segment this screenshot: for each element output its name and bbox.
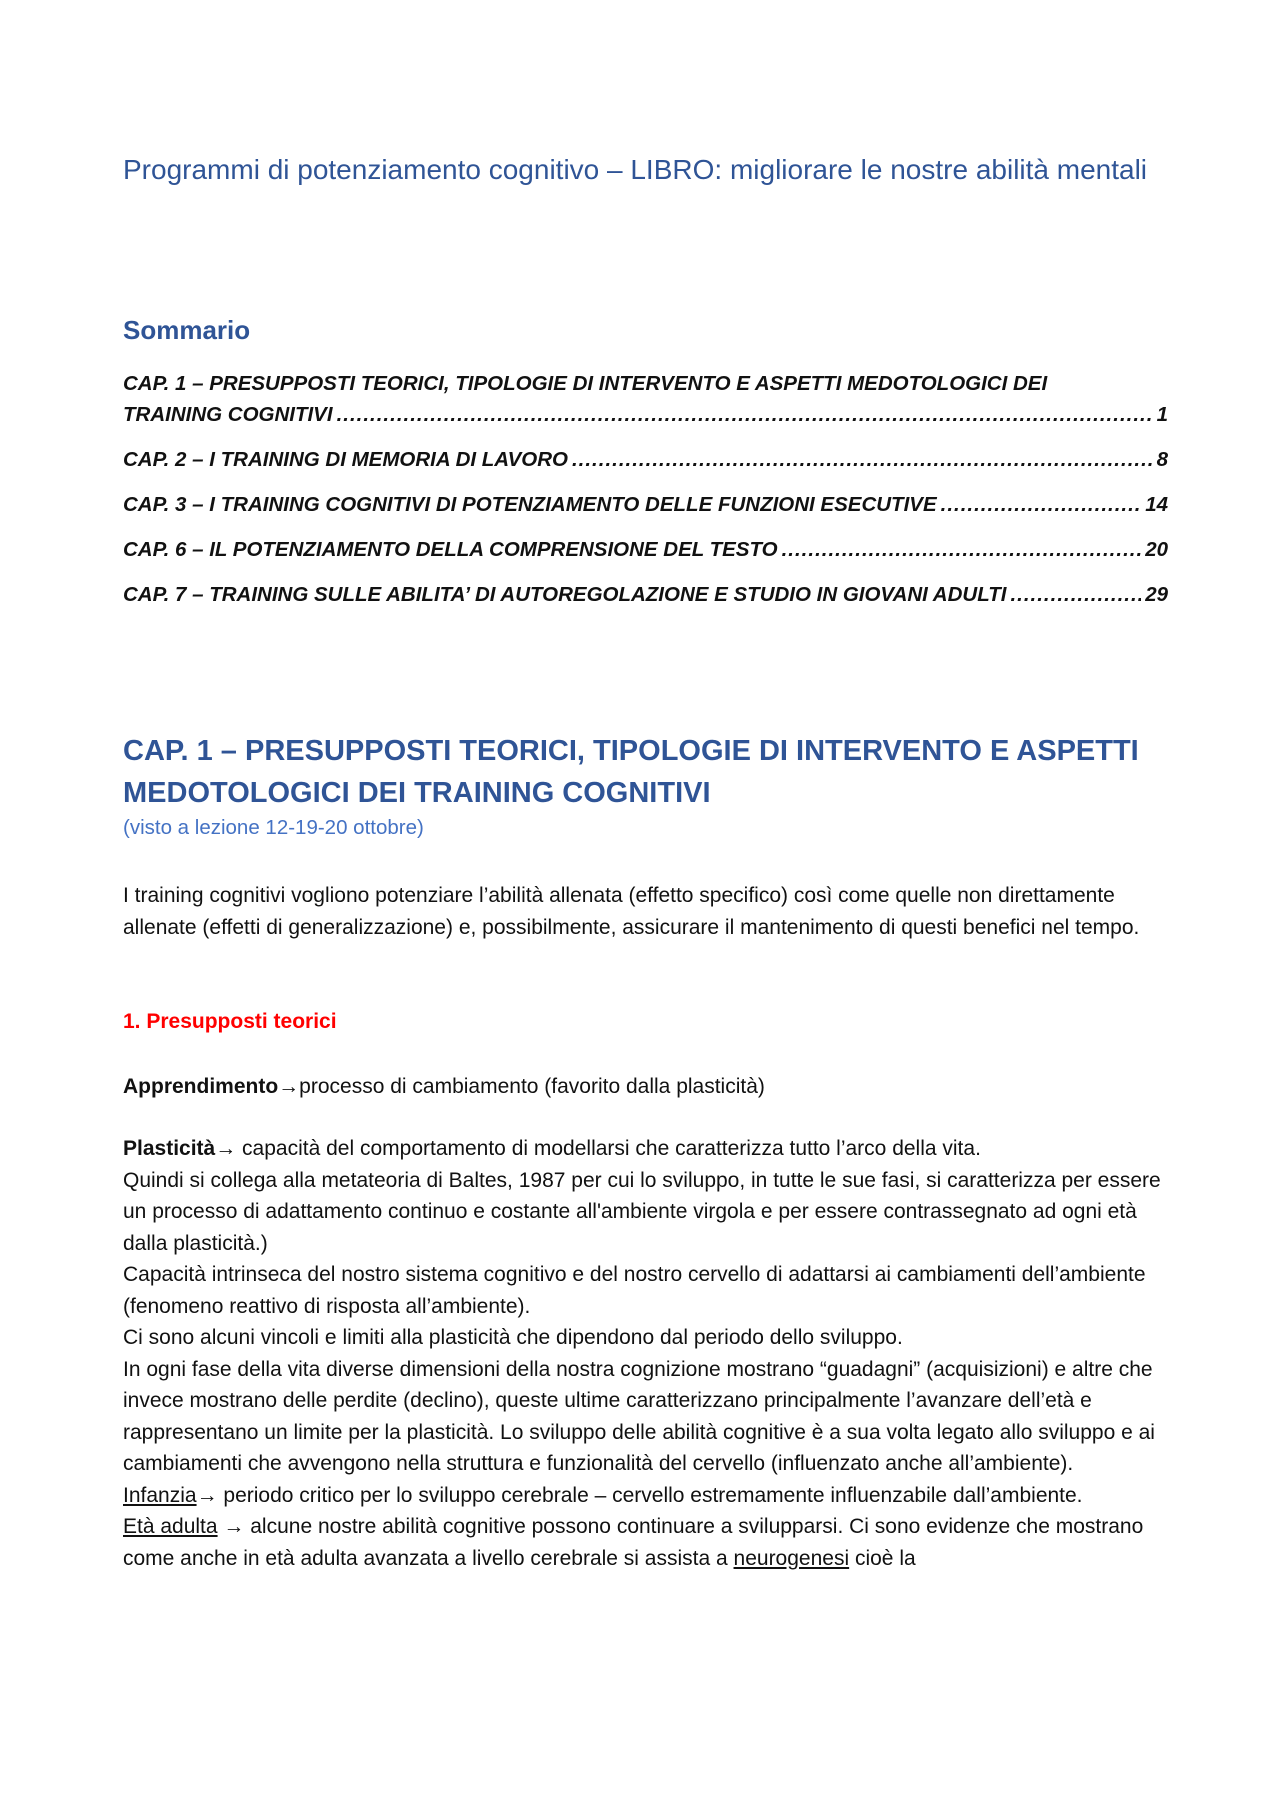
paragraph: In ogni fase della vita diverse dimensioni della nostra cognizione mostrano “guadagni” (acquisizioni) e altre che invece mostrano delle perdite (declino), queste ultime caratterizzano principalmente l’avanzare dell’età e rappresentano un limite per la plasticità. Lo sviluppo delle abilità cognitive è a sua volta legato allo sviluppo e ai cambiamenti che avvengono nella struttura e funzionalità del cervello (influenzato anche all’ambiente). bbox=[123, 1357, 1155, 1475]
toc-entry-cap2[interactable] bbox=[123, 444, 1168, 475]
toc-entry-cap6[interactable] bbox=[123, 534, 1168, 565]
plasticita-paragraph bbox=[123, 1133, 1168, 1165]
definition-text: alcune nostre abilità cognitive possono continuare a svilupparsi. Ci sono evidenze che mostrano come anche in età adulta avanzata a livello cerebrale si assista a bbox=[123, 1515, 1144, 1570]
section-heading: 1. Presupposti teorici bbox=[123, 1010, 337, 1033]
toc-leader bbox=[572, 444, 1153, 475]
toc-entry-text: CAP. 2 – I TRAINING DI MEMORIA DI LAVORO bbox=[123, 448, 568, 471]
paragraph: Capacità intrinseca del nostro sistema cognitivo e del nostro cervello di adattarsi ai cambiamenti dell’ambiente (fenomeno reattivo di risposta all’ambiente). bbox=[123, 1263, 1146, 1318]
toc-leader bbox=[1010, 579, 1141, 610]
toc-entry-text: TRAINING COGNITIVI bbox=[123, 403, 333, 426]
document-title: Programmi di potenziamento cognitivo – LIBRO: migliorare le nostre abilità mentali bbox=[123, 154, 1148, 185]
toc-page-number: 20 bbox=[1145, 538, 1168, 561]
paragraph: Quindi si collega alla metateoria di Baltes, 1987 per cui lo sviluppo, in tutte le sue fasi, si caratterizza per essere un processo di adattamento continuo e costante all'ambiente virgola e per essere contrassegnato ad ogni età dalla plasticità.) bbox=[123, 1168, 1161, 1255]
term-neurogenesi: neurogenesi bbox=[733, 1546, 850, 1570]
definition-tail: cioè la bbox=[849, 1546, 916, 1570]
infanzia-paragraph bbox=[123, 1480, 1168, 1512]
apprendimento-paragraph bbox=[123, 1071, 1168, 1103]
toc-entry-cap1[interactable] bbox=[123, 368, 1168, 430]
arrow-icon: → bbox=[223, 1515, 245, 1538]
toc-leader bbox=[337, 399, 1153, 430]
vincoli-block bbox=[123, 1322, 1168, 1574]
toc-leader bbox=[941, 489, 1142, 520]
toc-leader bbox=[782, 534, 1142, 565]
definition-text: capacità del comportamento di modellarsi che caratterizza tutto l’arco della vita. bbox=[236, 1137, 981, 1160]
arrow-icon: → bbox=[215, 1137, 237, 1160]
toc-page-number: 8 bbox=[1156, 448, 1168, 471]
toc-entry-text: CAP. 3 – I TRAINING COGNITIVI DI POTENZIAMENTO DELLE FUNZIONI ESECUTIVE bbox=[123, 493, 937, 516]
toc-heading: Sommario bbox=[123, 315, 251, 345]
plasticita-block bbox=[123, 1133, 1168, 1322]
toc-page-number: 14 bbox=[1145, 493, 1168, 516]
toc-entry-text: CAP. 7 – TRAINING SULLE ABILITA’ DI AUTOREGOLAZIONE E STUDIO IN GIOVANI ADULTI bbox=[123, 583, 1007, 606]
toc-entry-cap7[interactable] bbox=[123, 579, 1168, 610]
term-eta-adulta: Età adulta bbox=[123, 1515, 218, 1538]
toc-page-number: 1 bbox=[1156, 403, 1168, 426]
arrow-icon: → bbox=[196, 1483, 218, 1507]
toc-entry-text: CAP. 6 – IL POTENZIAMENTO DELLA COMPRENSIONE DEL TESTO bbox=[123, 538, 778, 561]
toc-page-number: 29 bbox=[1145, 583, 1168, 606]
paragraph: Ci sono alcuni vincoli e limiti alla plasticità che dipendono dal periodo dello sviluppo. bbox=[123, 1326, 903, 1349]
arrow-icon: → bbox=[278, 1075, 300, 1098]
definition-text: processo di cambiamento (favorito dalla plasticità) bbox=[299, 1075, 765, 1098]
eta-adulta-paragraph bbox=[123, 1511, 1168, 1574]
chapter-subtitle: (visto a lezione 12-19-20 ottobre) bbox=[123, 816, 424, 839]
chapter-title: CAP. 1 – PRESUPPOSTI TEORICI, TIPOLOGIE DI INTERVENTO E ASPETTI MEDOTOLOGICI DEI TRAINING COGNITIVI bbox=[123, 735, 1139, 809]
intro-paragraph: I training cognitivi vogliono potenziare l’abilità allenata (effetto specifico) così come quelle non direttamente allenate (effetti di generalizzazione) e, possibilmente, assicurare il mantenimento di questi benefici nel tempo. bbox=[123, 884, 1140, 939]
table-of-contents bbox=[123, 368, 1168, 610]
toc-entry-cap3[interactable] bbox=[123, 489, 1168, 520]
term-apprendimento: Apprendimento bbox=[123, 1075, 279, 1098]
term-infanzia: Infanzia bbox=[123, 1483, 197, 1507]
term-plasticita: Plasticità bbox=[123, 1137, 216, 1160]
chapter-1-header bbox=[123, 730, 1168, 840]
toc-entry-line1: CAP. 1 – PRESUPPOSTI TEORICI, TIPOLOGIE DI INTERVENTO E ASPETTI MEDOTOLOGICI DEI bbox=[123, 372, 1048, 395]
definition-text: periodo critico per lo sviluppo cerebrale – cervello estremamente influenzabile dall’ambiente. bbox=[217, 1483, 1083, 1507]
document-page bbox=[123, 150, 1168, 1570]
